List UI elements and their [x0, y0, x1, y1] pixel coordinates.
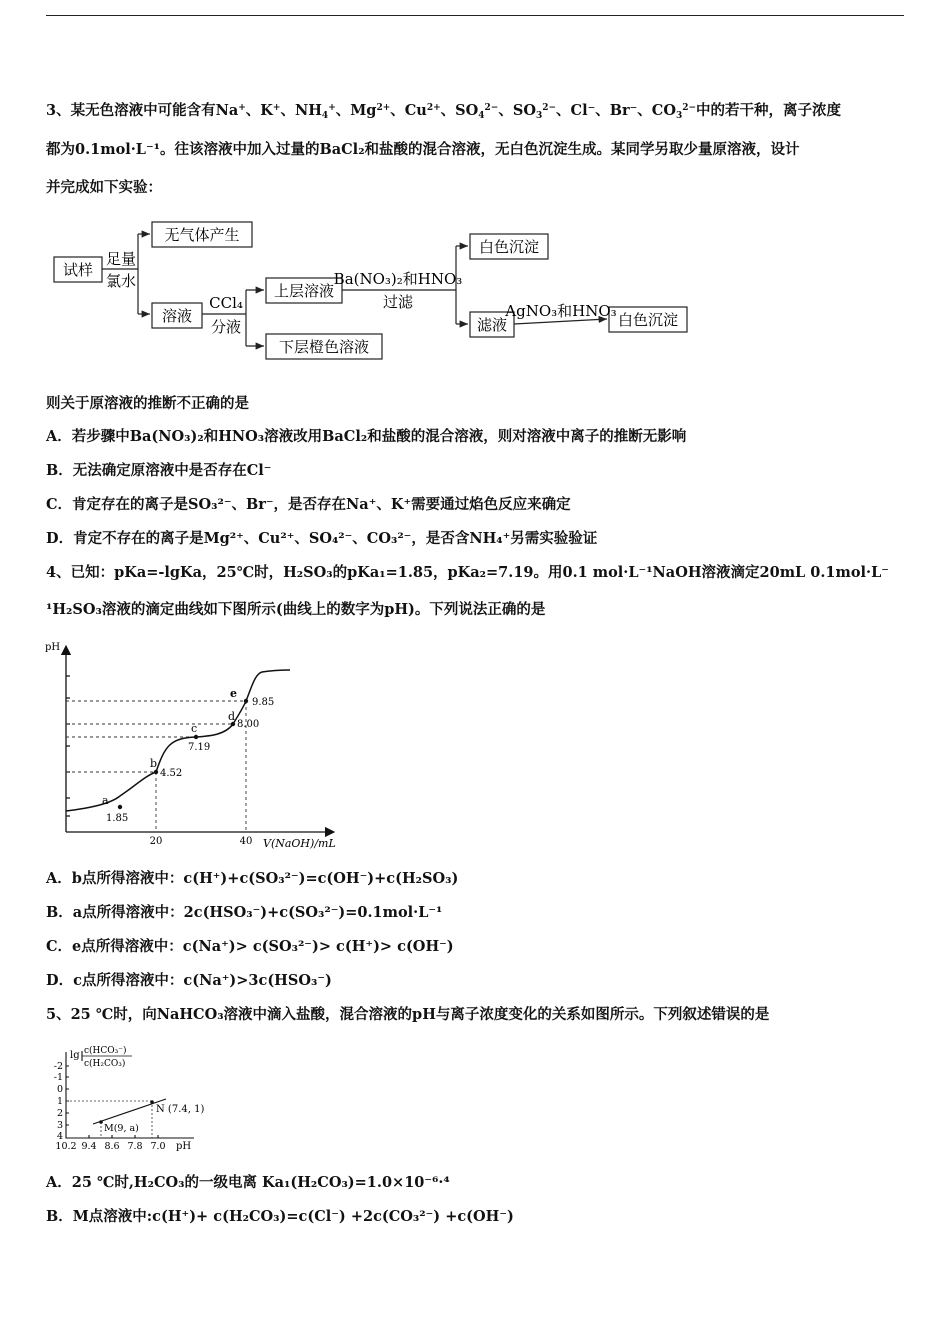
q5-chart-lg: lg [70, 1050, 80, 1061]
flow-upper-layer: 上层溶液 [273, 282, 335, 300]
flow-reagent1-bottom: 氯水 [105, 272, 137, 290]
q5-ytick: -1 [53, 1072, 63, 1083]
q3-flowchart [46, 214, 706, 364]
q4-chart-ylabel: pH [45, 642, 61, 653]
q3-option-b: B．无法确定原溶液中是否存在Cl⁻ [46, 462, 272, 479]
flow-ccl4: CCl₄ [209, 294, 243, 312]
q5-ytick: 0 [56, 1084, 63, 1095]
q3-intro-line2: 都为0.1mol·L⁻¹。往该溶液中加入过量的BaCl₂和盐酸的混合溶液，无白色沉淀生成。某同学另取少量原溶液，设计 [46, 141, 800, 158]
q5-ytick: 2 [56, 1108, 63, 1119]
flow-filter: 过滤 [382, 293, 414, 311]
header-rule [46, 15, 904, 16]
q4-chart-xtick-20: 20 [149, 836, 163, 847]
q4-titration-chart [40, 636, 340, 856]
q5-xtick: 7.8 [127, 1141, 143, 1152]
flow-reagent1-top: 足量 [105, 250, 137, 268]
point-d-label: d [228, 710, 236, 723]
q5-stem: 5、25 ℃时，向NaHCO₃溶液中滴入盐酸，混合溶液的pH与离子浓度变化的关系如图所示。下列叙述错误的是 [46, 1006, 770, 1023]
q5-chart-denominator: c(H₂CO₃) [84, 1059, 126, 1069]
point-b-ph: 4.52 [160, 768, 183, 779]
q5-option-a: A．25 ℃时,H₂CO₃的一级电离 Ka₁(H₂CO₃)=1.0×10⁻⁶·⁴ [46, 1174, 450, 1191]
flow-white-precipitate-1: 白色沉淀 [478, 238, 540, 256]
flow-lower-layer: 下层橙色溶液 [278, 338, 370, 356]
q5-chart-xlabel: pH [176, 1141, 192, 1152]
q3-option-a: A．若步骤中Ba(NO₃)₂和HNO₃溶液改用BaCl₂和盐酸的混合溶液，则对溶液中离子的推断无影响 [46, 428, 687, 445]
q3-option-c: C．肯定存在的离子是SO₃²⁻、Br⁻，是否存在Na⁺、K⁺需要通过焰色反应来确定 [46, 496, 571, 513]
q3-question: 则关于原溶液的推断不正确的是 [46, 395, 249, 412]
q5-ytick: 3 [56, 1120, 63, 1131]
flow-solution: 溶液 [161, 307, 193, 325]
q4-option-b: B．a点所得溶液中：2c(HSO₃⁻)+c(SO₃²⁻)=0.1mol·L⁻¹ [46, 904, 443, 921]
flow-separate: 分液 [210, 318, 242, 336]
q5-ytick: -2 [53, 1061, 63, 1072]
q5-ph-chart [44, 1042, 244, 1154]
q4-chart-xtick-40: 40 [239, 836, 253, 847]
q5-ytick: 1 [56, 1096, 63, 1107]
q5-xtick: 10.2 [55, 1141, 77, 1152]
q5-xtick: 7.0 [150, 1141, 166, 1152]
q5-xtick: 8.6 [104, 1141, 120, 1152]
point-e-ph: 9.85 [252, 697, 275, 708]
q5-option-b: B．M点溶液中:c(H⁺)+ c(H₂CO₃)=c(Cl⁻) +2c(CO₃²⁻) +c(OH⁻) [46, 1208, 514, 1225]
q5-point-n-label: N (7.4, 1) [156, 1104, 205, 1115]
q3-intro-line1: 3、某无色溶液中可能含有Na+、K+、$NH_4^+$、$Mg^{2+}$、$Cu^{2+}$、$SO_4^{2-}$、$SO_3^{2-}$、Cl⁻、Br⁻、$CO_3^{2-}$中的若干种，离子浓度 [46, 102, 842, 121]
q4-option-c: C．e点所得溶液中：c(Na⁺)> c(SO₃²⁻)> c(H⁺)> c(OH⁻) [46, 938, 454, 955]
q4-stem-line2: ¹H₂SO₃溶液的滴定曲线如下图所示(曲线上的数字为pH)。下列说法正确的是 [46, 601, 546, 618]
point-e-label: e [230, 687, 237, 700]
flow-no-gas: 无气体产生 [164, 226, 240, 244]
q5-chart-numerator: c(HCO₃⁻) [84, 1046, 127, 1056]
point-a-label: a [102, 794, 109, 807]
flow-white-precipitate-2: 白色沉淀 [617, 311, 679, 329]
point-c-ph: 7.19 [188, 742, 211, 753]
q5-xtick: 9.4 [81, 1141, 97, 1152]
flow-reagent2: Ba(NO₃)₂和HNO₃ [333, 270, 463, 288]
q3-option-d: D．肯定不存在的离子是Mg²⁺、Cu²⁺、SO₄²⁻、CO₃²⁻，是否含NH₄⁺另需实验验证 [46, 530, 598, 547]
q5-point-m-label: M(9, a) [104, 1123, 139, 1134]
flow-filtrate: 滤液 [476, 316, 508, 334]
flow-sample: 试样 [62, 261, 94, 279]
point-d-ph: 8.00 [237, 719, 260, 730]
q4-stem-line1: 4、已知：pKa=-lgKa，25℃时，H₂SO₃的pKa₁=1.85，pKa₂=7.19。用0.1 mol·L⁻¹NaOH溶液滴定20mL 0.1mol·L⁻ [46, 564, 889, 581]
flow-reagent3: AgNO₃和HNO₃ [505, 302, 617, 320]
point-c-label: c [191, 722, 198, 735]
q4-option-a: A．b点所得溶液中：c(H⁺)+c(SO₃²⁻)=c(OH⁻)+c(H₂SO₃) [46, 870, 459, 887]
point-b-label: b [150, 757, 158, 770]
q4-chart-xlabel: V(NaOH)/mL [263, 837, 336, 850]
q3-intro-line3: 并完成如下实验： [46, 179, 162, 196]
point-a-ph: 1.85 [106, 813, 129, 824]
q4-option-d: D．c点所得溶液中：c(Na⁺)>3c(HSO₃⁻) [46, 972, 332, 989]
q5-ytick: 4 [56, 1131, 63, 1142]
